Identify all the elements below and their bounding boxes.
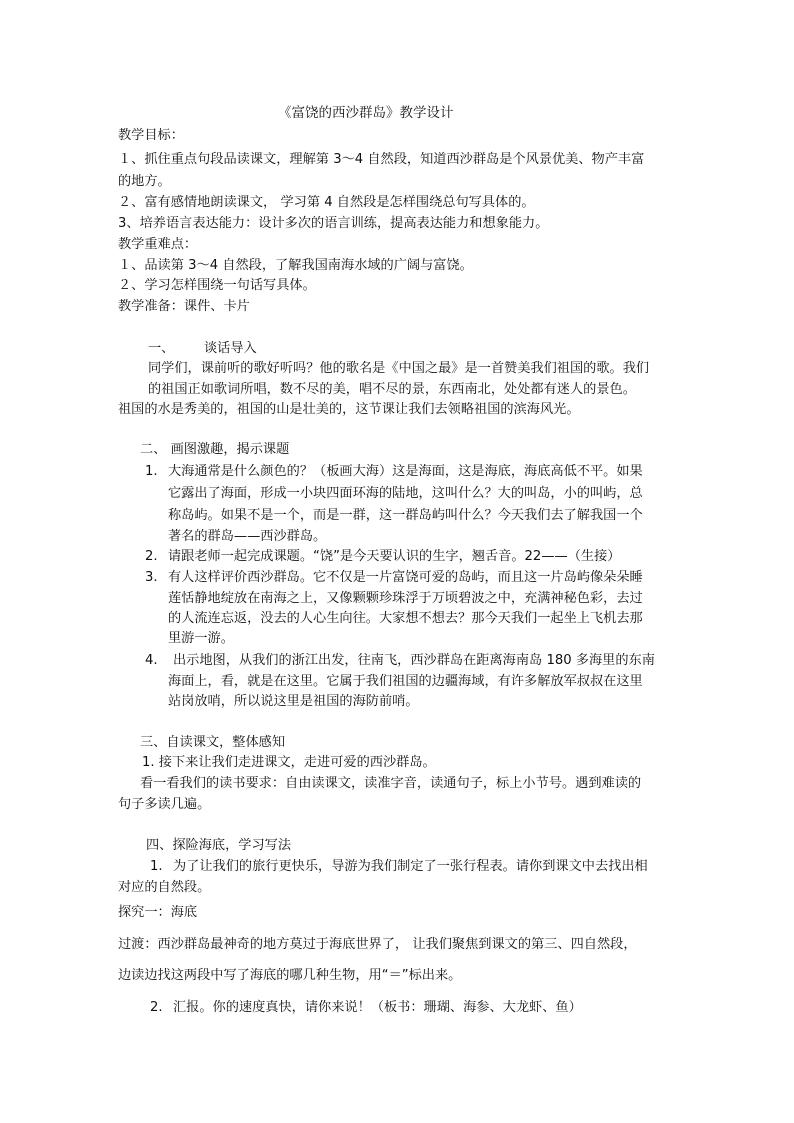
section-2-item-1-line-2: 它露出了海面，形成一小块四面环海的陆地，这叫什么？大的叫岛，小的叫屿，总 <box>168 486 643 501</box>
difficulty-1: １、品读第 3～4 自然段，了解我国南海水域的广阔与富饶。 <box>118 258 473 273</box>
preparation: 教学准备：课件、卡片 <box>118 299 250 314</box>
section-2-item-3-line-4: 里游一游。 <box>168 631 234 646</box>
section-2-item-4-line-1: 出示地图，从我们的浙江出发，往南飞，西沙群岛在距离海南岛 180 多海里的东南 <box>173 653 655 668</box>
section-2-item-3-line-2: 莲恬静地绽放在南海之上，又像颗颗珍珠浮于万顷碧波之中，充满神秘色彩，去过 <box>168 591 643 606</box>
transition-line-2: 边读边找这两段中写了海底的哪几种生物，用“＝”标出来。 <box>118 968 462 983</box>
section-4-heading: 四、探险海底，学习写法 <box>146 838 292 853</box>
section-2-item-1-number: 1. <box>145 464 158 479</box>
section-2-item-4-line-3: 站岗放哨，所以说这里是祖国的海防前哨。 <box>168 694 419 709</box>
section-2-item-1-line-3: 称岛屿。如果不是一个，而是一群，这一群岛屿叫什么？今天我们去了解我国一个 <box>168 508 643 523</box>
transition-line-1: 过渡：西沙群岛最神奇的地方莫过于海底世界了， 让我们聚焦到课文的第三、四自然段， <box>118 937 637 952</box>
section-1-para-line-3: 祖国的水是秀美的，祖国的山是壮美的，这节课让我们去领略祖国的滨海风光。 <box>118 402 580 417</box>
section-4-item-1-number: 1. <box>150 859 163 874</box>
section-2-heading: 二、 画图激趣，揭示课题 <box>140 442 290 457</box>
difficulties-heading: 教学重难点： <box>118 237 198 252</box>
section-4-item-2-line-1: 汇报。你的速度真快，请你来说！（板书：珊瑚、海参、大龙虾、鱼） <box>173 1000 582 1015</box>
section-2-item-2-line-1: 请跟老师一起完成课题。“饶”是今天要认识的生字，翘舌音。22——（生接） <box>168 549 621 564</box>
section-3-line-2: 看一看我们的读书要求：自由读课文，读准字音，读通句子，标上小节号。遇到难读的 <box>140 776 642 791</box>
section-3-heading: 三、自读课文，整体感知 <box>140 735 286 750</box>
section-4-item-2-number: 2. <box>150 1000 163 1015</box>
section-1-para-line-2: 的祖国正如歌词所唱，数不尽的美，唱不尽的景，东西南北，处处都有迷人的景色。 <box>148 382 636 397</box>
section-2-item-4-line-2: 海面上，看，就是在这里。它属于我们祖国的边疆海域，有许多解放军叔叔在这里 <box>168 674 643 689</box>
section-3-line-3: 句子多读几遍。 <box>118 797 211 812</box>
section-3-line-1: 1. 接下来让我们走进课文，走进可爱的西沙群岛。 <box>142 755 436 770</box>
explore-heading: 探究一：海底 <box>118 905 198 920</box>
section-2-item-1-line-1: 大海通常是什么颜色的？（板画大海）这是海面，这是海底，海底高低不平。如果 <box>168 464 643 479</box>
section-2-item-1-line-4: 著名的群岛——西沙群岛。 <box>168 529 327 544</box>
section-2-item-3-number: 3. <box>145 570 158 585</box>
goal-3: 3、培养语言表达能力：设计多次的语言训练，提高表达能力和想象能力。 <box>118 216 549 231</box>
difficulty-2: ２、学习怎样围绕一句话写具体。 <box>118 278 316 293</box>
section-1-number: 一、 <box>148 341 175 356</box>
section-2-item-3-line-3: 的人流连忘返，没去的人心生向往。大家想不想去？那今天我们一起坐上飞机去那 <box>168 611 643 626</box>
goal-1-line-1: １、抓住重点句段品读课文，理解第 3～4 自然段，知道西沙群岛是个风景优美、物产丰富 <box>118 152 645 167</box>
section-2-item-2-number: 2. <box>145 549 158 564</box>
section-1-para-line-1: 同学们，课前听的歌好听吗？他的歌名是《中国之最》是一首赞美我们祖国的歌。我们 <box>148 361 650 376</box>
section-2-item-3-line-1: 有人这样评价西沙群岛。它不仅是一片富饶可爱的岛屿，而且这一片岛屿像朵朵睡 <box>168 570 643 585</box>
goal-2: ２、富有感情地朗读课文， 学习第 4 自然段是怎样围绕总句写具体的。 <box>118 195 535 210</box>
section-4-item-1-line-2: 对应的自然段。 <box>118 880 211 895</box>
section-1-heading: 谈话导入 <box>204 341 257 356</box>
goals-heading: 教学目标： <box>118 128 184 143</box>
section-4-item-1-line-1: 为了让我们的旅行更快乐，导游为我们制定了一张行程表。请你到课文中去找出相 <box>173 859 648 874</box>
goal-1-line-2: 的地方。 <box>118 174 171 189</box>
document-title: 《富饶的西沙群岛》教学设计 <box>278 105 454 121</box>
section-2-item-4-number: 4. <box>145 653 158 668</box>
